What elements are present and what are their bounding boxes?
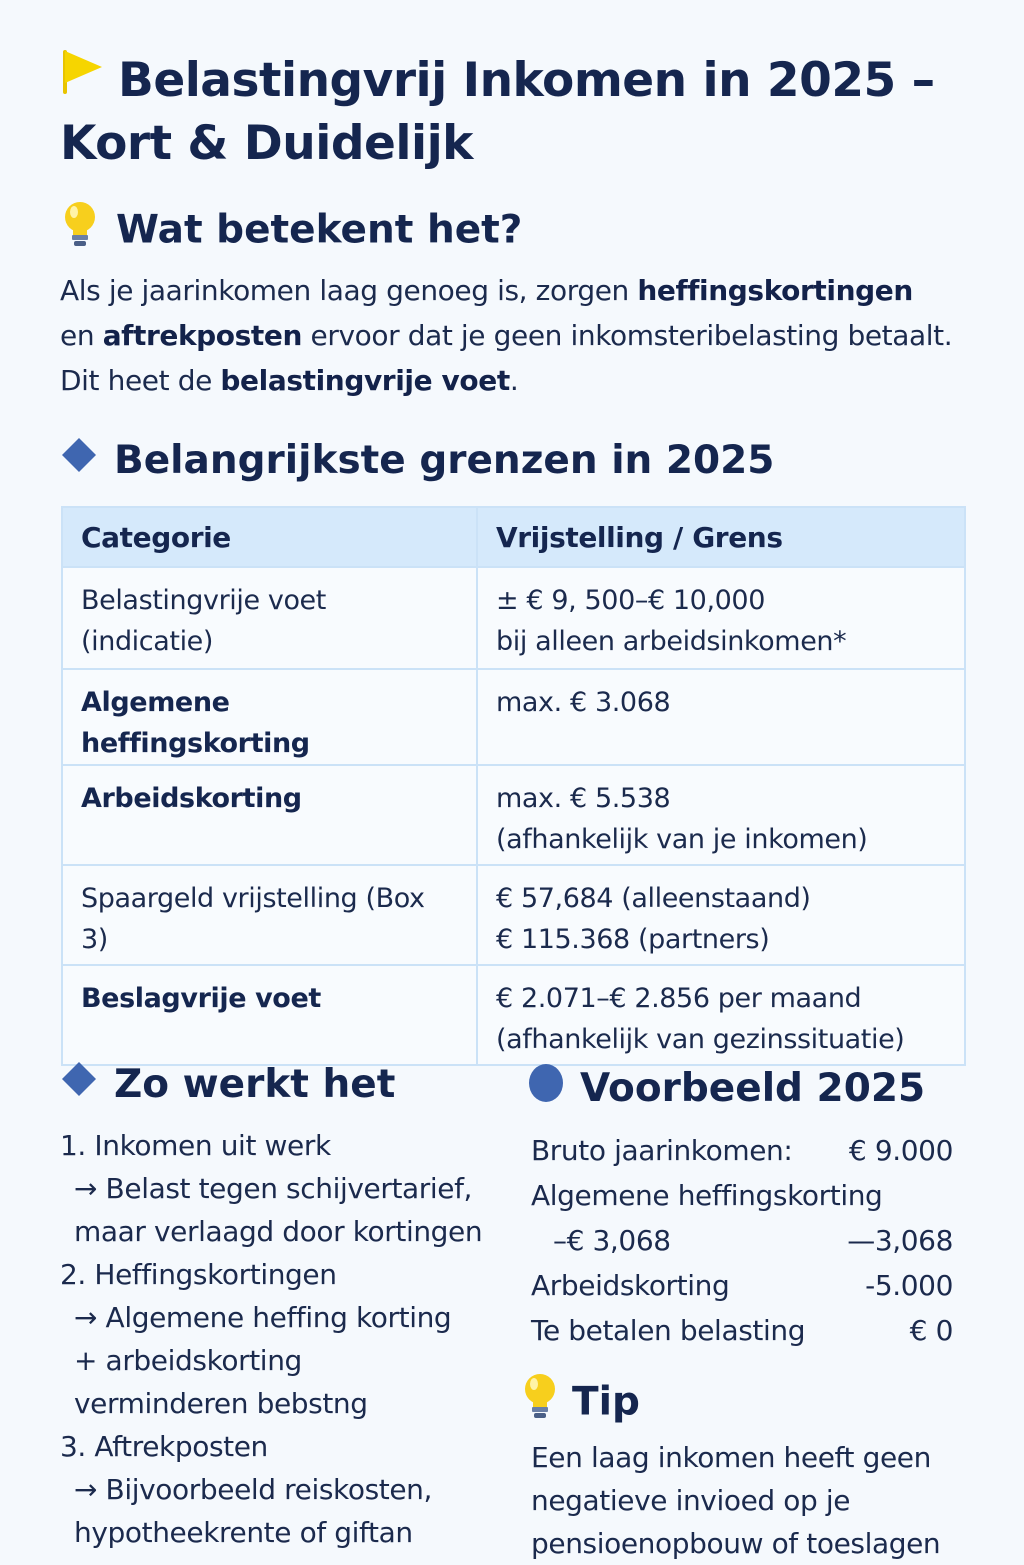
- cell-category: Belastingvrije voet (indicatie): [62, 567, 477, 669]
- cell-value-line-2: bij alleen arbeidsinkomen*: [496, 626, 847, 657]
- step-3: 3. Aftrekposten: [60, 1430, 268, 1463]
- step-3-sub-2: hypotheekrente of giftan: [74, 1516, 413, 1549]
- step-1-sub-2: maar verlaagd door kortingen: [74, 1215, 483, 1248]
- meaning-heading: [60, 206, 522, 258]
- limits-heading: [60, 438, 774, 484]
- cell-category: Algemene heffingskorting: [62, 669, 477, 765]
- step-1: 1. Inkomen uit werk: [60, 1129, 331, 1162]
- lightbulb-icon: [520, 1372, 560, 1430]
- meaning-text-2: en: [60, 319, 103, 352]
- diamond-icon: [60, 436, 98, 484]
- how-steps: [60, 1124, 500, 1554]
- ahk-value: —3,068: [847, 1224, 953, 1257]
- tip-line-1: Een laag inkomen heeft geen: [531, 1441, 931, 1474]
- page-title: [60, 50, 960, 175]
- meaning-text-5: .: [509, 364, 519, 397]
- cell-value-line-1: max. € 5.538: [496, 783, 671, 814]
- example-row-ahk: [531, 1173, 953, 1218]
- flag-icon: [60, 47, 104, 113]
- gross-value: € 9.000: [848, 1134, 953, 1167]
- title-line-2: Kort & Duidelijk: [60, 115, 473, 171]
- meaning-heading-text: Wat betekent het?: [116, 207, 523, 253]
- ak-value: -5.000: [865, 1269, 953, 1302]
- lightbulb-icon: [60, 200, 100, 258]
- example-row-gross: [531, 1128, 953, 1173]
- cell-category: Arbeidskorting: [62, 765, 477, 865]
- tip-line-3: pensioenopbouw of toeslagen: [531, 1527, 941, 1560]
- step-2-sub-3: verminderen bebstng: [74, 1387, 368, 1420]
- ak-label: Arbeidskorting: [531, 1269, 730, 1302]
- limits-heading-text: Belangrijkste grenzen in 2025: [114, 438, 775, 483]
- gross-label: Bruto jaarinkomen:: [531, 1134, 793, 1167]
- diamond-icon: [60, 1060, 98, 1108]
- tip-line-2: negatieve invioed op je: [531, 1484, 851, 1517]
- title-line-1: Belastingvrij Inkomen in 2025 –: [118, 53, 935, 108]
- table-row: [62, 965, 965, 1065]
- cell-value: [477, 865, 965, 965]
- column-header-category: Categorie: [62, 507, 477, 567]
- ahk-sub: –€ 3,068: [553, 1224, 671, 1257]
- step-2-sub-2: + arbeidskorting: [74, 1344, 302, 1377]
- cell-value: [477, 765, 965, 865]
- meaning-bold-3: belastingvrije voet: [220, 364, 510, 397]
- cell-value-line-2: (afhankelijk van je inkomen): [496, 824, 868, 855]
- meaning-text-4: Dit heet de: [60, 364, 221, 397]
- ahk-label: Algemene heffingskorting: [531, 1179, 883, 1212]
- step-3-sub-1: → Bijvoorbeeld reiskosten,: [74, 1473, 433, 1506]
- meaning-text-3: ervoor dat je geen inkomsteribelasting betaalt.: [302, 319, 953, 352]
- tip-heading-text: Tip: [572, 1379, 640, 1425]
- table-row: [62, 865, 965, 965]
- example-row-tax: [531, 1308, 953, 1353]
- meaning-paragraph: [60, 268, 980, 403]
- table-row: [62, 567, 965, 669]
- cell-value: [477, 567, 965, 669]
- cell-value-line-1: € 2.071–€ 2.856 per maand: [496, 983, 862, 1014]
- cell-category: Spaargeld vrijstelling (Box 3): [62, 865, 477, 965]
- column-header-value: Vrijstelling / Grens: [477, 507, 965, 567]
- example-row-ahk-amount: [531, 1218, 953, 1263]
- step-2: 2. Heffingskortingen: [60, 1258, 337, 1291]
- step-2-sub-1: → Algemene heffing korting: [74, 1301, 452, 1334]
- how-heading: [60, 1062, 395, 1108]
- table-header-row: [62, 507, 965, 567]
- table-row: [62, 765, 965, 865]
- table-row: [62, 669, 965, 765]
- cell-value: [477, 965, 965, 1065]
- cell-category: Beslagvrije voet: [62, 965, 477, 1065]
- example-calculation: [531, 1128, 953, 1353]
- how-heading-text: Zo werkt het: [114, 1062, 396, 1107]
- meaning-bold-1: heffingskortingen: [637, 274, 913, 307]
- tip-heading: [520, 1378, 640, 1430]
- cell-value-line-2: € 115.368 (partners): [496, 924, 770, 955]
- example-heading: [528, 1066, 925, 1113]
- step-1-sub-1: → Belast tegen schijvertarief,: [74, 1172, 473, 1205]
- tip-text: [531, 1436, 971, 1565]
- example-heading-text: Voorbeeld 2025: [580, 1066, 926, 1111]
- tax-value: € 0: [909, 1314, 953, 1347]
- limits-table: [61, 506, 966, 1066]
- cell-value: [477, 669, 965, 765]
- cell-value-line-1: € 57,684 (alleenstaand): [496, 883, 811, 914]
- cell-value-line-1: ± € 9, 500–€ 10,000: [496, 585, 765, 616]
- cell-value-line-2: (afhankelijk van gezinssituatie): [496, 1024, 905, 1055]
- tax-label: Te betalen belasting: [531, 1314, 806, 1347]
- example-row-ak: [531, 1263, 953, 1308]
- circle-icon: [528, 1063, 564, 1113]
- meaning-text-1: Als je jaarinkomen laag genoeg is, zorgen: [60, 274, 638, 307]
- meaning-bold-2: aftrekposten: [102, 319, 303, 352]
- cell-value-line-1: max. € 3.068: [496, 687, 671, 718]
